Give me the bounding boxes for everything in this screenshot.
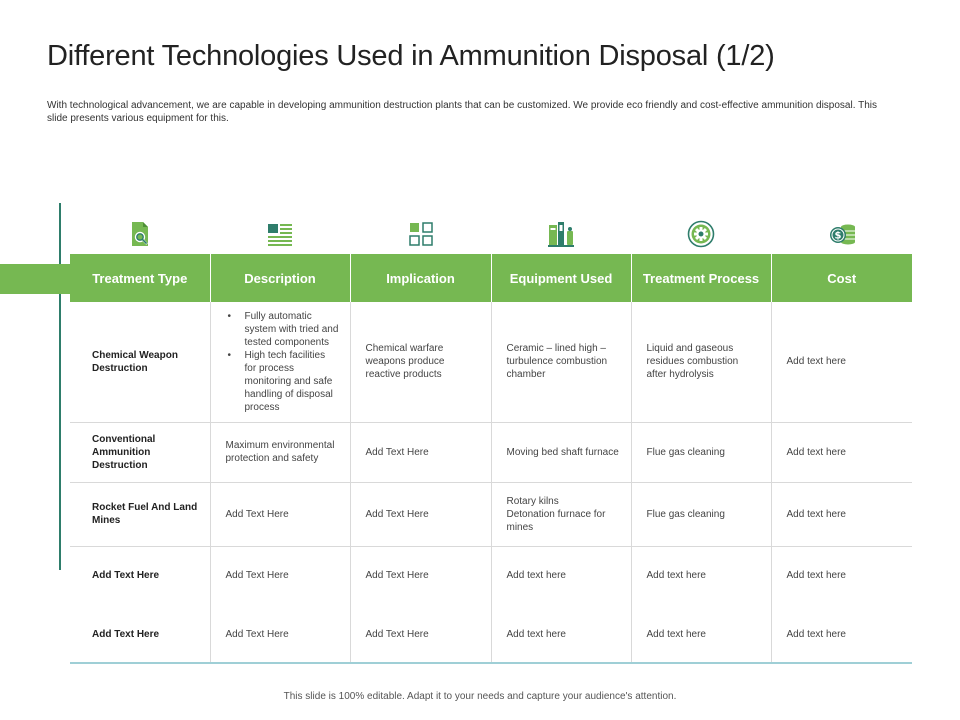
cell-description: Add Text Here (210, 482, 350, 546)
icon-cell (772, 218, 912, 250)
page-title: Different Technologies Used in Ammunition Disposal (1/2) (47, 40, 775, 72)
cell-description (210, 302, 350, 422)
header-cost: Cost (771, 254, 912, 302)
icon-cell (351, 218, 491, 250)
cell-implication: Add Text Here (350, 546, 491, 604)
equipment-line: Rotary kilns (506, 495, 559, 507)
cell-cost: Add text here (771, 302, 912, 422)
cell-description: Maximum environmental protection and safety (210, 422, 350, 482)
cell-process: Flue gas cleaning (631, 482, 771, 546)
cell-description: Add Text Here (210, 546, 350, 604)
cell-cost: Add text here (771, 604, 912, 664)
table-bottom-rule (70, 662, 912, 664)
cell-treatment-type: Conventional Ammunition Destruction (70, 422, 210, 482)
header-equipment-used: Equipment Used (491, 254, 631, 302)
gear-circle-icon (686, 219, 716, 249)
cell-equipment: Add text here (491, 604, 631, 664)
document-search-icon (125, 219, 155, 249)
header-icons-row (70, 218, 912, 250)
table-row (70, 546, 912, 604)
cell-equipment: Moving bed shaft furnace (491, 422, 631, 482)
list-icon (265, 219, 295, 249)
bullet-item: • Fully automatic system with tried and tested components (226, 310, 340, 349)
table-row (70, 302, 912, 422)
technologies-table (70, 254, 912, 664)
cell-process: Liquid and gaseous residues combustion after hydrolysis (631, 302, 771, 422)
header-implication: Implication (350, 254, 491, 302)
bullet-item: • High tech facilities for process monitoring and safe handling of disposal process (226, 349, 340, 414)
equipment-line: Detonation furnace for mines (506, 508, 606, 533)
table-row (70, 604, 912, 664)
cell-implication: Add Text Here (350, 604, 491, 664)
left-accent-tab (0, 264, 70, 294)
cell-process: Flue gas cleaning (631, 422, 771, 482)
cell-cost: Add text here (771, 546, 912, 604)
cell-description: Add Text Here (210, 604, 350, 664)
cell-treatment-type: Rocket Fuel And Land Mines (70, 482, 210, 546)
header-treatment-process: Treatment Process (631, 254, 771, 302)
cell-equipment: Add text here (491, 546, 631, 604)
equipment-icon (546, 219, 576, 249)
left-accent-line (59, 203, 61, 570)
header-treatment-type: Treatment Type (70, 254, 210, 302)
cell-cost: Add text here (771, 422, 912, 482)
cell-treatment-type: Add Text Here (92, 569, 160, 581)
cell-implication: Add Text Here (350, 482, 491, 546)
icon-cell (491, 218, 631, 250)
table-row (70, 482, 912, 546)
page-subtitle: With technological advancement, we are capable in developing ammunition destruction plants that can be customized. We provide eco friendly and cost-effective ammunition disposal. This slide presents various equipment for this. (47, 100, 877, 124)
footer-note: This slide is 100% editable. Adapt it to your needs and capture your audience's attention. (283, 691, 677, 702)
money-coins-icon (827, 219, 857, 249)
cell-treatment-type: Add Text Here (92, 628, 160, 640)
cell-treatment-type: Chemical Weapon Destruction (70, 302, 210, 422)
header-description: Description (210, 254, 350, 302)
table-header-row (70, 254, 912, 302)
grid-squares-icon (406, 219, 436, 249)
cell-process: Add text here (631, 604, 771, 664)
icon-cell (210, 218, 350, 250)
cell-process: Add text here (631, 546, 771, 604)
cell-equipment (491, 482, 631, 546)
cell-equipment: Ceramic – lined high – turbulence combustion chamber (491, 302, 631, 422)
cell-cost: Add text here (771, 482, 912, 546)
svg-text:$: $ (834, 230, 842, 242)
icon-cell (70, 218, 210, 250)
description-bullet-list (226, 310, 340, 414)
cell-implication: Add Text Here (350, 422, 491, 482)
cell-implication: Chemical warfare weapons produce reactive products (350, 302, 491, 422)
icon-cell (631, 218, 771, 250)
table-row (70, 422, 912, 482)
